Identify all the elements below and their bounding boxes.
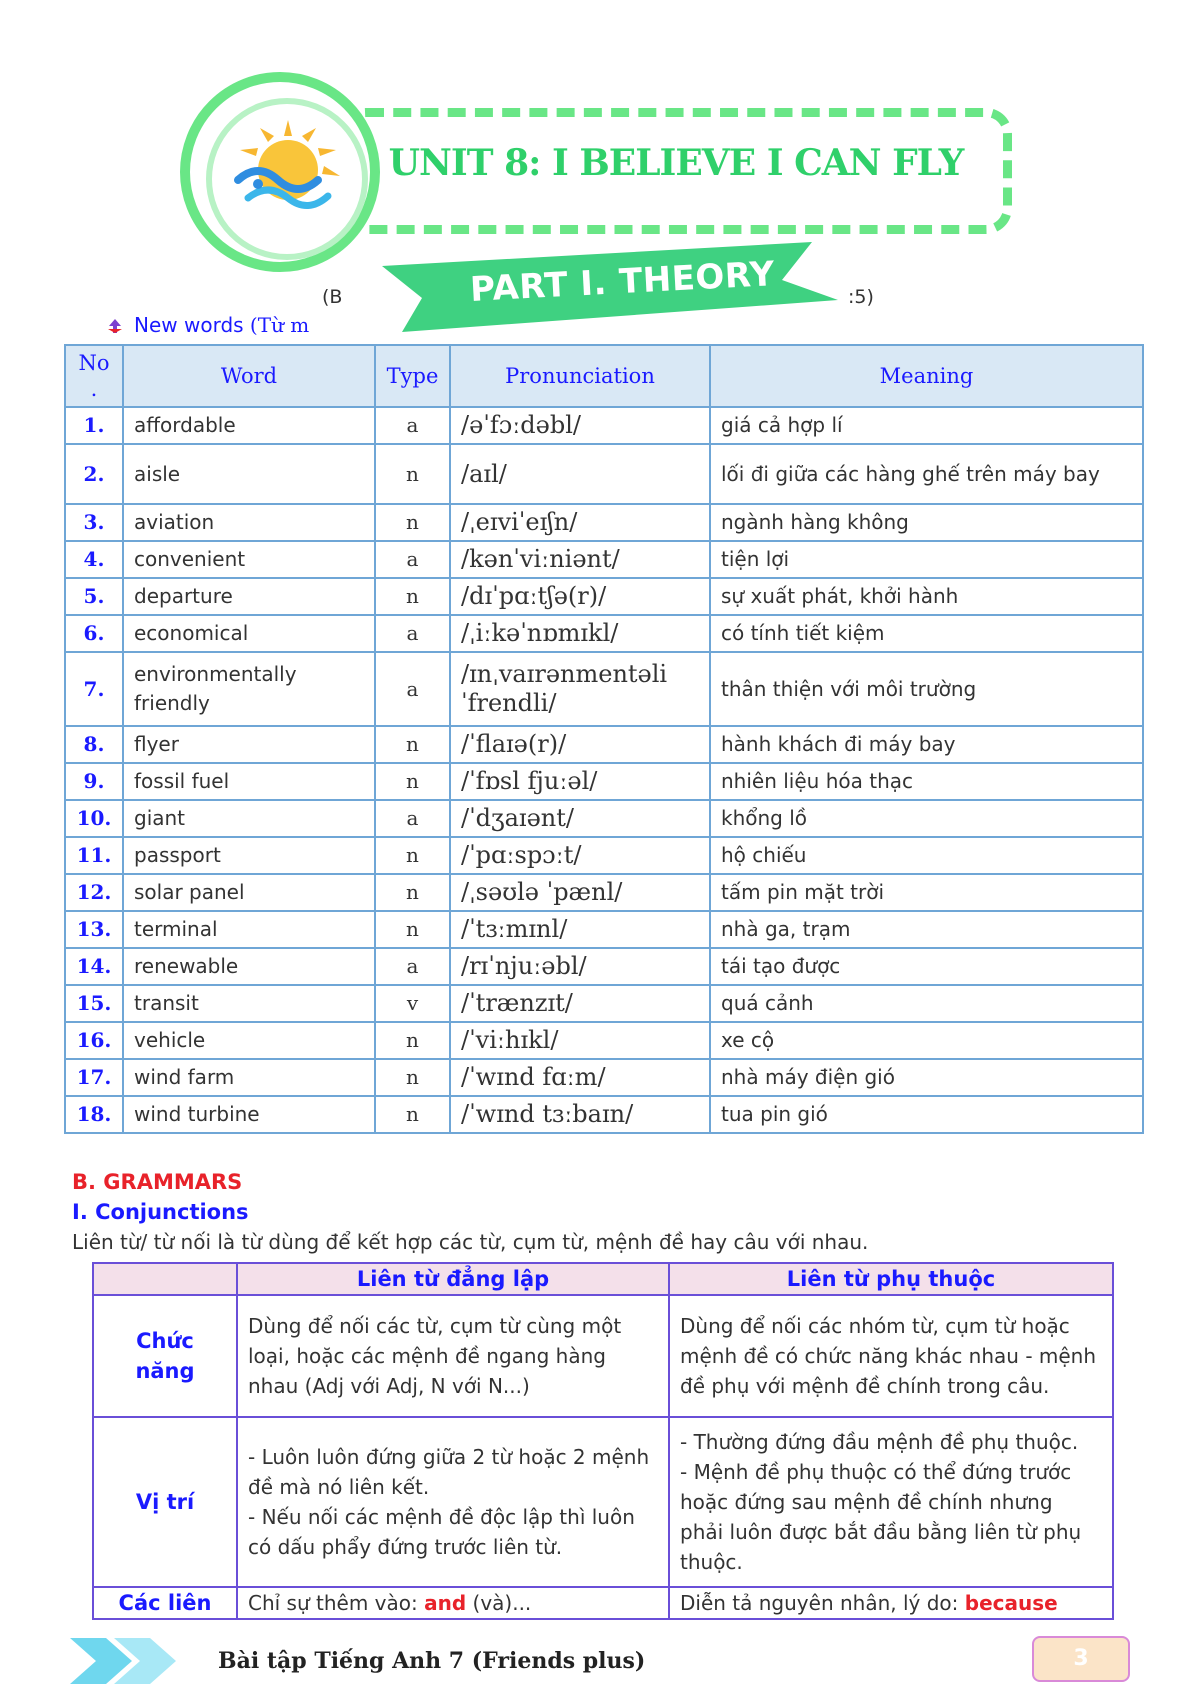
vocab-row [65, 615, 1143, 652]
vocab-cell-no: 8. [65, 726, 123, 763]
vocab-cell-type: a [375, 407, 450, 444]
conj-coordinating-example [237, 1587, 669, 1619]
position-subord-line-2: - Mệnh đề phụ thuộc có thể đứng trước hoặc đứng sau mệnh đề chính nhưng phải luôn được bắt đầu bằng liên từ phụ thuộc. [680, 1460, 1082, 1574]
function-coordinating: Dùng để nối các từ, cụm từ cùng một loại, hoặc các mệnh đề ngang hàng nhau (Adj với Adj, N với N...) [237, 1295, 669, 1417]
vocab-cell-type: a [375, 800, 450, 837]
vocab-cell-pron: /ˈpɑːspɔːt/ [450, 837, 710, 874]
vocab-cell-word: aisle [123, 444, 375, 504]
vocab-cell-pron: /ˈflaɪə(r)/ [450, 726, 710, 763]
conjunctions-title: I. Conjunctions [72, 1200, 249, 1224]
vocab-cell-pron: /ˌeɪviˈeɪʃn/ [450, 504, 710, 541]
vocab-cell-no: 1. [65, 407, 123, 444]
vocab-cell-word: terminal [123, 911, 375, 948]
vocab-cell-pron: /ˌiːkəˈnɒmɪkl/ [450, 615, 710, 652]
new-words-label: New words [134, 313, 244, 337]
vocab-cell-meaning: quá cảnh [710, 985, 1143, 1022]
vocab-cell-type: n [375, 874, 450, 911]
position-subordinating [669, 1417, 1113, 1587]
vocab-cell-pron: /aɪl/ [450, 444, 710, 504]
vocab-cell-word: giant [123, 800, 375, 837]
vocab-cell-no: 5. [65, 578, 123, 615]
vocab-cell-no: 14. [65, 948, 123, 985]
subtitle-fragment-left: (B [322, 286, 343, 308]
sun-wave-icon [228, 118, 348, 218]
part-title: PART I. THEORY [469, 254, 776, 310]
conj-coord-keyword: and [424, 1591, 467, 1615]
vocab-cell-no: 2. [65, 444, 123, 504]
vocab-cell-meaning: tái tạo được [710, 948, 1143, 985]
vocab-row [65, 1096, 1143, 1133]
vocab-cell-no: 18. [65, 1096, 123, 1133]
vocab-cell-meaning: tiện lợi [710, 541, 1143, 578]
vocab-cell-meaning: hành khách đi máy bay [710, 726, 1143, 763]
vocab-cell-no: 4. [65, 541, 123, 578]
vocab-row [65, 985, 1143, 1022]
position-coordinating [237, 1417, 669, 1587]
vocab-cell-pron: /rɪˈnjuːəbl/ [450, 948, 710, 985]
vocab-cell-pron: /dɪˈpɑːtʃə(r)/ [450, 578, 710, 615]
conj-row-conjunctions [93, 1587, 1113, 1619]
unit-title: UNIT 8: I BELIEVE I CAN FLY [388, 142, 964, 184]
vocab-cell-type: n [375, 837, 450, 874]
header-word: Word [123, 345, 375, 407]
conj-header-coordinating: Liên từ đẳng lập [237, 1263, 669, 1295]
vocab-cell-pron: /ˈtɜːmɪnl/ [450, 911, 710, 948]
vocab-cell-meaning: nhiên liệu hóa thạc [710, 763, 1143, 800]
header-no: No . [65, 345, 123, 407]
vocab-row [65, 652, 1143, 726]
conj-coord-gloss: (và)... [466, 1591, 532, 1615]
vocab-cell-word: aviation [123, 504, 375, 541]
vocab-cell-pron: /ˈviːhɪkl/ [450, 1022, 710, 1059]
vocab-cell-word: passport [123, 837, 375, 874]
row-head-function: Chức năng [93, 1295, 237, 1417]
vocab-cell-type: a [375, 615, 450, 652]
vocab-cell-pron: /ˈdʒaɪənt/ [450, 800, 710, 837]
conj-coord-text: Chỉ sự thêm vào: [248, 1591, 425, 1615]
function-subordinating: Dùng để nối các nhóm từ, cụm từ hoặc mệnh đề có chức năng khác nhau - mệnh đề phụ với mệnh đề chính trong câu. [669, 1295, 1113, 1417]
grammar-section-title: B. GRAMMARS [72, 1170, 243, 1194]
header-pronunciation: Pronunciation [450, 345, 710, 407]
vocab-cell-type: n [375, 1096, 450, 1133]
row-head-conjunctions: Các liên [93, 1587, 237, 1619]
vocab-row [65, 837, 1143, 874]
conj-subordinating-example [669, 1587, 1113, 1619]
conj-header-subordinating: Liên từ phụ thuộc [669, 1263, 1113, 1295]
vocab-row [65, 407, 1143, 444]
vocab-cell-type: n [375, 1059, 450, 1096]
vocab-cell-type: n [375, 1022, 450, 1059]
chevron-double-icon [70, 1638, 200, 1684]
vocab-row [65, 911, 1143, 948]
vocab-row [65, 504, 1143, 541]
vocab-cell-word: wind farm [123, 1059, 375, 1096]
conjunctions-table [92, 1262, 1114, 1620]
vocab-cell-word: vehicle [123, 1022, 375, 1059]
vocab-row [65, 948, 1143, 985]
subtitle-fragment-right: :5) [848, 286, 874, 308]
vocab-cell-word: solar panel [123, 874, 375, 911]
vocab-cell-meaning: tua pin gió [710, 1096, 1143, 1133]
vocab-row [65, 763, 1143, 800]
vocab-cell-word: affordable [123, 407, 375, 444]
vocab-cell-pron: /ɪnˌvaɪrənmentəli ˈfrendli/ [450, 652, 710, 726]
conj-subord-keyword: because [964, 1591, 1058, 1615]
vocab-cell-word: wind turbine [123, 1096, 375, 1133]
vocab-cell-word: convenient [123, 541, 375, 578]
vocab-cell-type: n [375, 763, 450, 800]
new-words-label-vi: (Từ m [249, 313, 310, 337]
arrow-bullet-icon [108, 319, 122, 333]
vocabulary-table [64, 344, 1144, 1134]
vocab-cell-meaning: nhà máy điện gió [710, 1059, 1143, 1096]
vocab-row [65, 874, 1143, 911]
vocab-cell-type: v [375, 985, 450, 1022]
vocab-cell-meaning: nhà ga, trạm [710, 911, 1143, 948]
vocab-cell-meaning: giá cả hợp lí [710, 407, 1143, 444]
vocab-cell-pron: /ˈfɒsl fjuːəl/ [450, 763, 710, 800]
conj-row-function [93, 1295, 1113, 1417]
row-head-position: Vị trí [93, 1417, 237, 1587]
vocab-cell-word: economical [123, 615, 375, 652]
conj-header-empty [93, 1263, 237, 1295]
vocab-cell-pron: /ˌsəʊlə ˈpænl/ [450, 874, 710, 911]
vocab-cell-pron: /ˈwɪnd fɑːm/ [450, 1059, 710, 1096]
vocab-row [65, 578, 1143, 615]
vocab-cell-word: flyer [123, 726, 375, 763]
vocab-cell-no: 13. [65, 911, 123, 948]
vocab-cell-word: transit [123, 985, 375, 1022]
vocab-row [65, 541, 1143, 578]
header-type: Type [375, 345, 450, 407]
vocab-cell-type: n [375, 726, 450, 763]
vocab-row [65, 1059, 1143, 1096]
vocab-cell-no: 6. [65, 615, 123, 652]
conjunctions-intro: Liên từ/ từ nối là từ dùng để kết hợp các từ, cụm từ, mệnh đề hay câu với nhau. [72, 1230, 869, 1254]
position-coord-line-2: - Nếu nối các mệnh đề độc lập thì luôn có dấu phẩy đứng trước liên từ. [248, 1505, 635, 1559]
vocab-cell-no: 15. [65, 985, 123, 1022]
vocab-cell-pron: /kənˈviːniənt/ [450, 541, 710, 578]
vocab-cell-meaning: xe cộ [710, 1022, 1143, 1059]
vocab-cell-type: n [375, 578, 450, 615]
conj-header-row [93, 1263, 1113, 1295]
vocab-cell-meaning: ngành hàng không [710, 504, 1143, 541]
vocab-cell-type: a [375, 948, 450, 985]
vocab-cell-pron: /ˈtrænzɪt/ [450, 985, 710, 1022]
vocab-cell-meaning: tấm pin mặt trời [710, 874, 1143, 911]
footer-book-title: Bài tập Tiếng Anh 7 (Friends plus) [218, 1648, 646, 1674]
position-coord-line-1: - Luôn luôn đứng giữa 2 từ hoặc 2 mệnh đề mà nó liên kết. [248, 1445, 650, 1499]
new-words-heading [108, 313, 309, 337]
vocab-cell-type: a [375, 652, 450, 726]
vocab-header-row [65, 345, 1143, 407]
vocab-cell-meaning: sự xuất phát, khởi hành [710, 578, 1143, 615]
vocab-cell-meaning: lối đi giữa các hàng ghế trên máy bay [710, 444, 1143, 504]
vocab-row [65, 800, 1143, 837]
vocab-cell-word: renewable [123, 948, 375, 985]
vocab-cell-meaning: hộ chiếu [710, 837, 1143, 874]
vocab-row [65, 726, 1143, 763]
vocab-cell-no: 12. [65, 874, 123, 911]
vocab-cell-no: 3. [65, 504, 123, 541]
vocab-cell-meaning: thân thiện với môi trường [710, 652, 1143, 726]
vocab-cell-word: departure [123, 578, 375, 615]
vocab-cell-type: n [375, 911, 450, 948]
vocab-cell-type: n [375, 504, 450, 541]
vocab-cell-meaning: khổng lồ [710, 800, 1143, 837]
vocab-cell-word: environmentally friendly [123, 652, 375, 726]
header-meaning: Meaning [710, 345, 1143, 407]
vocab-cell-type: n [375, 444, 450, 504]
conj-row-position [93, 1417, 1113, 1587]
vocab-row [65, 444, 1143, 504]
vocab-cell-meaning: có tính tiết kiệm [710, 615, 1143, 652]
vocab-cell-no: 9. [65, 763, 123, 800]
vocab-cell-no: 7. [65, 652, 123, 726]
vocab-cell-no: 10. [65, 800, 123, 837]
vocab-cell-no: 11. [65, 837, 123, 874]
position-subord-line-1: - Thường đứng đầu mệnh đề phụ thuộc. [680, 1430, 1079, 1454]
vocab-cell-pron: /əˈfɔːdəbl/ [450, 407, 710, 444]
conj-subord-text: Diễn tả nguyên nhân, lý do: [680, 1591, 965, 1615]
vocab-cell-no: 17. [65, 1059, 123, 1096]
vocab-row [65, 1022, 1143, 1059]
page-number: 3 [1032, 1636, 1130, 1682]
vocab-cell-type: a [375, 541, 450, 578]
vocab-cell-word: fossil fuel [123, 763, 375, 800]
vocab-cell-no: 16. [65, 1022, 123, 1059]
vocab-cell-pron: /ˈwɪnd tɜːbaɪn/ [450, 1096, 710, 1133]
